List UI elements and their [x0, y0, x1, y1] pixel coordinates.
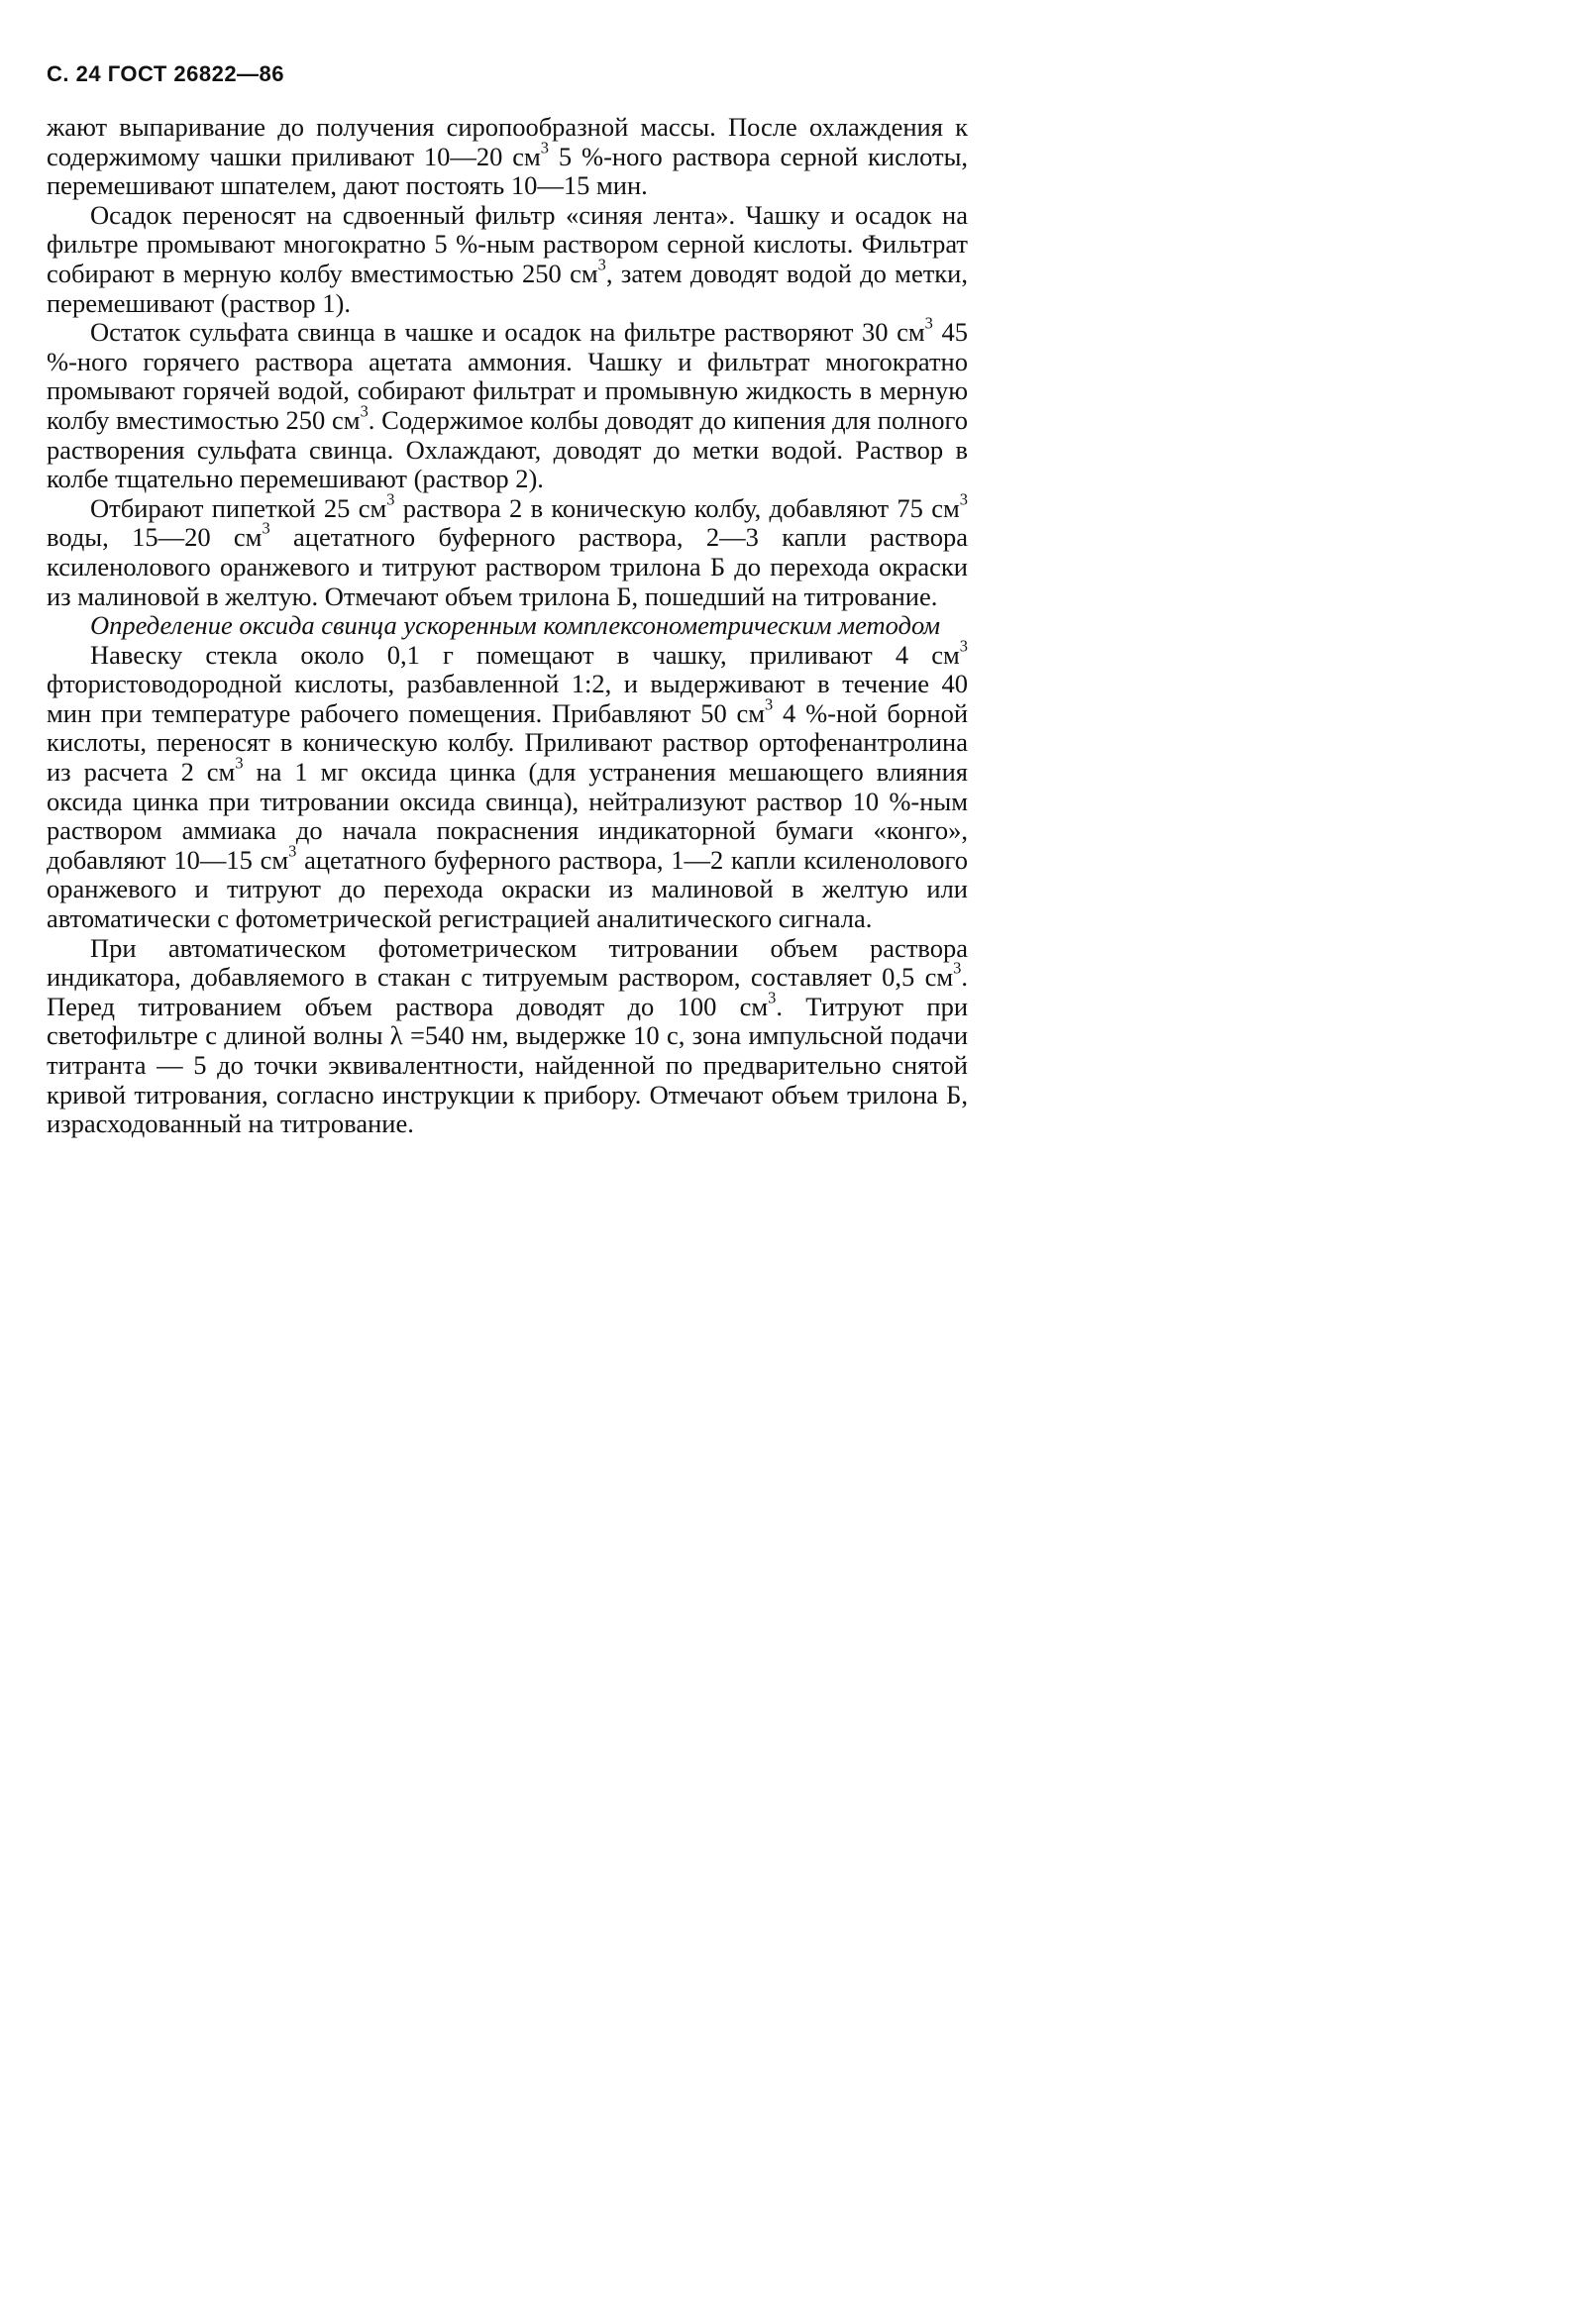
page-header: С. 24 ГОСТ 26822—86: [47, 61, 285, 86]
paragraph-sample-preparation: Навеску стекла около 0,1 г помещают в чашку, приливают 4 $см^3$ фтористоводородной кислоты, разбавленной 1:2, и выдерживают в течение 40 мин при температуре рабочего помещения. Прибавляют 50 $см^3$ 4 %-ной борной кислоты, переносят в коническую колбу. Приливают раствор ортофенантролина из расчета 2 $см^3$ на 1 мг оксида цинка (для устранения мешающего влияния оксида цинка при титровании оксида свинца), нейтрализуют раствор 10 %-ным раствором аммиака до начала покраснения индикаторной бумаги «конго», добавляют 10—15 $см^3$ ацетатного буферного раствора, 1—2 капли ксиленолового оранжевого и титруют до перехода окраски из малиновой в желтую или автоматически с фотометрической регистрацией аналитического сигнала.: [47, 636, 969, 934]
paragraph-titration: Отбирают пипеткой 25 $см^3$ раствора 2 в коническую колбу, добавляют 75 $см^3$ воды, 15—20 $см^3$ ацетатного буферного раствора, 2—3 капли раствора ксиленолового оранжевого и титруют раствором трилона Б до перехода окраски из малиновой в желтую. Отмечают объем трилона Б, пошедший на титрование.: [47, 489, 969, 611]
paragraph-evaporation: жают выпаривание до получения сиропообразной массы. После охлаждения к содержимому чашки приливают 10—20 $см^3$ 5 %-ного раствора серной кислоты, перемешивают шпателем, дают постоять 10—15 мин.: [47, 112, 968, 201]
paragraph-filtration: Осадок переносят на сдвоенный фильтр «синяя лента». Чашку и осадок на фильтре промывают многократно 5 %-ным раствором серной кислоты. Фильтрат собирают в мерную колбу вместимостью 250 $см^3$, затем доводят водой до метки, перемешивают (раствор 1).: [47, 199, 968, 318]
document-page: [47, 61, 968, 1139]
paragraph-automatic-titration: При автоматическом фотометрическом титровании объем раствора индикатора, добавляемого в стакан с титруемым раствором, составляет 0,5 $см^3$. Перед титрованием объем раствора доводят до 100 $см^3$. Титруют при светофильтре с длиной волны λ =540 нм, выдержке 10 с, зона импульсной подачи титранта — 5 до точки эквивалентности, найденной по предварительно снятой кривой титрования, согласно инструкции к прибору. Отмечают объем трилона Б, израсходованный на титрование.: [47, 932, 969, 1139]
body-text: [47, 113, 968, 1139]
section-heading: Определение оксида свинца ускоренным комплексонометрическим методом: [90, 610, 941, 641]
paragraph-dissolution: Остаток сульфата свинца в чашке и осадок на фильтре растворяют 30 $см^3$ 45 %-ного горячего раствора ацетата аммония. Чашку и фильтрат многократно промывают горячей водой, собирают фильтрат и промывную жидкость в мерную колбу вместимостью 250 $см^3$. Содержимое колбы доводят до кипения для полного растворения сульфата свинца. Охлаждают, доводят до метки водой. Раствор в колбе тщательно перемешивают (раствор 2).: [47, 313, 968, 494]
